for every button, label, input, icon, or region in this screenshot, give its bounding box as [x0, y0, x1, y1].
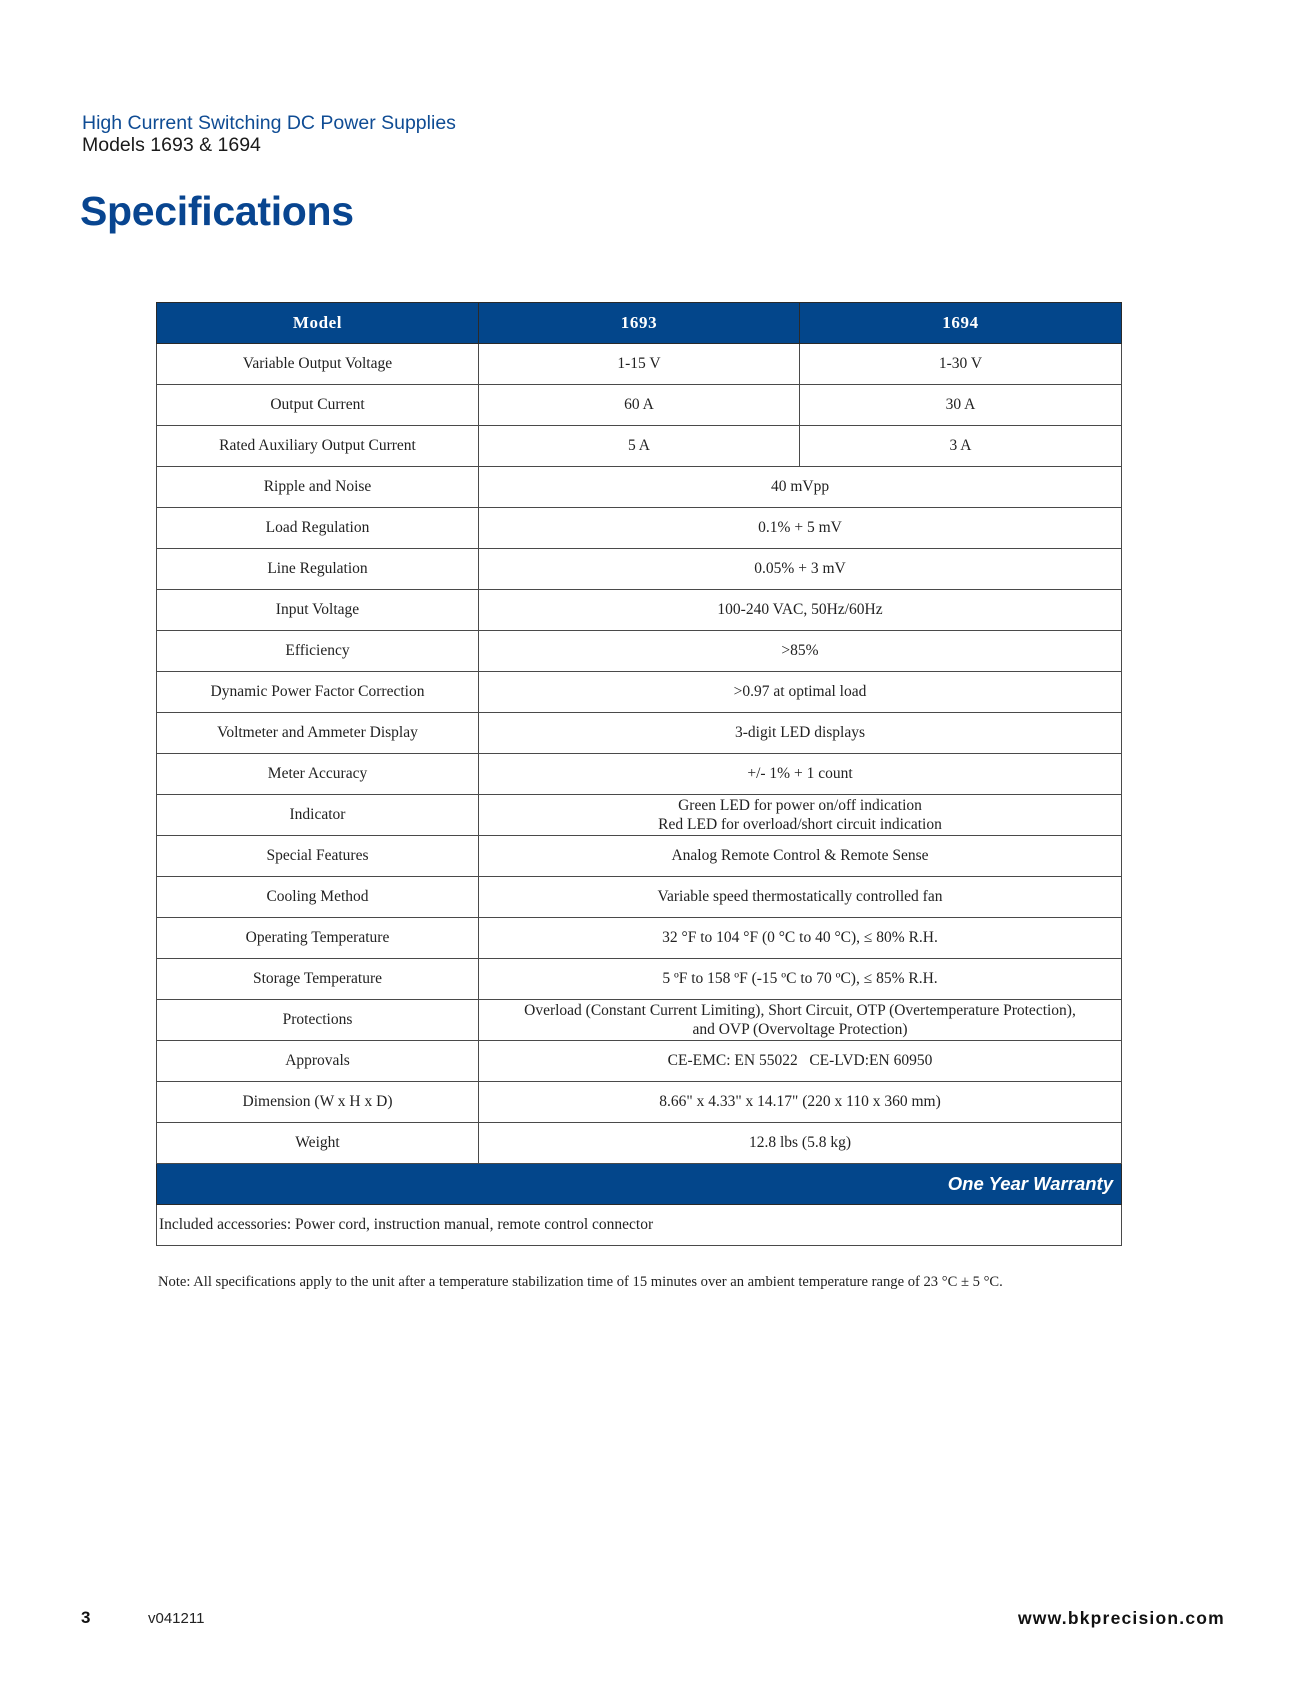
- spec-value-1694: 3 A: [800, 426, 1122, 467]
- spec-value-line: Overload (Constant Current Limiting), Short Circuit, OTP (Overtemperature Protection),: [524, 1002, 1076, 1019]
- table-row: [157, 836, 1122, 877]
- spec-value-line: Red LED for overload/short circuit indication: [658, 816, 942, 833]
- spec-value: 100-240 VAC, 50Hz/60Hz: [479, 590, 1122, 631]
- page-number: 3: [81, 1608, 91, 1627]
- spec-label: Operating Temperature: [157, 918, 479, 959]
- accessories-row: [157, 1205, 1122, 1246]
- column-header-model: Model: [157, 303, 479, 344]
- table-row: [157, 1000, 1122, 1041]
- spec-value-1693: 5 A: [479, 426, 800, 467]
- spec-label: Weight: [157, 1123, 479, 1164]
- table-row: [157, 631, 1122, 672]
- spec-value: +/- 1% + 1 count: [479, 754, 1122, 795]
- table-row: [157, 467, 1122, 508]
- table-row: [157, 959, 1122, 1000]
- spec-value: Variable speed thermostatically controlled fan: [479, 877, 1122, 918]
- website-link[interactable]: www.bkprecision.com: [1018, 1608, 1225, 1628]
- spec-label: Special Features: [157, 836, 479, 877]
- table-row: [157, 918, 1122, 959]
- included-accessories: Included accessories: Power cord, instruction manual, remote control connector: [157, 1205, 1122, 1246]
- spec-value-1694: 1-30 V: [800, 344, 1122, 385]
- table-row: [157, 672, 1122, 713]
- document-kicker: High Current Switching DC Power Supplies: [82, 112, 456, 134]
- warranty-row: [157, 1164, 1122, 1205]
- spec-label: Efficiency: [157, 631, 479, 672]
- spec-label: Rated Auxiliary Output Current: [157, 426, 479, 467]
- spec-label: Output Current: [157, 385, 479, 426]
- column-header-1694: 1694: [800, 303, 1122, 344]
- spec-value: 8.66" x 4.33" x 14.17" (220 x 110 x 360 mm): [479, 1082, 1122, 1123]
- spec-label: Variable Output Voltage: [157, 344, 479, 385]
- table-row: [157, 385, 1122, 426]
- page-title: Specifications: [80, 188, 354, 234]
- table-row: [157, 1123, 1122, 1164]
- spec-value: 12.8 lbs (5.8 kg): [479, 1123, 1122, 1164]
- table-row: [157, 1041, 1122, 1082]
- table-row: [157, 344, 1122, 385]
- table-row: [157, 754, 1122, 795]
- spec-label: Indicator: [157, 795, 479, 836]
- spec-value: 0.05% + 3 mV: [479, 549, 1122, 590]
- table-row: [157, 508, 1122, 549]
- spec-value: 0.1% + 5 mV: [479, 508, 1122, 549]
- spec-value-1694: 30 A: [800, 385, 1122, 426]
- spec-value-1693: 60 A: [479, 385, 800, 426]
- warranty-label: One Year Warranty: [157, 1164, 1122, 1205]
- spec-value: Analog Remote Control & Remote Sense: [479, 836, 1122, 877]
- spec-label: Storage Temperature: [157, 959, 479, 1000]
- spec-value: CE-EMC: EN 55022 CE-LVD:EN 60950: [479, 1041, 1122, 1082]
- spec-value-line: and OVP (Overvoltage Protection): [692, 1021, 908, 1038]
- table-row: [157, 877, 1122, 918]
- specifications-table: [156, 302, 1122, 1246]
- spec-label: Load Regulation: [157, 508, 479, 549]
- table-row: [157, 549, 1122, 590]
- spec-value-line: Green LED for power on/off indication: [678, 797, 922, 814]
- spec-label: Cooling Method: [157, 877, 479, 918]
- spec-label: Protections: [157, 1000, 479, 1041]
- spec-value: >85%: [479, 631, 1122, 672]
- spec-value: 40 mVpp: [479, 467, 1122, 508]
- spec-value: >0.97 at optimal load: [479, 672, 1122, 713]
- spec-value: 32 °F to 104 °F (0 °C to 40 °C), ≤ 80% R.H.: [479, 918, 1122, 959]
- models-subtitle: Models 1693 & 1694: [82, 134, 261, 156]
- table-row: [157, 1082, 1122, 1123]
- spec-label: Line Regulation: [157, 549, 479, 590]
- column-header-1693: 1693: [479, 303, 800, 344]
- spec-value: 3-digit LED displays: [479, 713, 1122, 754]
- spec-label: Approvals: [157, 1041, 479, 1082]
- spec-value: [479, 795, 1122, 836]
- spec-label: Dynamic Power Factor Correction: [157, 672, 479, 713]
- spec-value: 5 ºF to 158 ºF (-15 ºC to 70 ºC), ≤ 85% R.H.: [479, 959, 1122, 1000]
- table-row: [157, 795, 1122, 836]
- specifications-note: Note: All specifications apply to the unit after a temperature stabilization time of 15 minutes over an ambient temperature range of 23 °C ± 5 °C.: [158, 1274, 1003, 1290]
- spec-label: Meter Accuracy: [157, 754, 479, 795]
- spec-label: Voltmeter and Ammeter Display: [157, 713, 479, 754]
- document-version: v041211: [148, 1610, 205, 1627]
- spec-label: Dimension (W x H x D): [157, 1082, 479, 1123]
- spec-label: Input Voltage: [157, 590, 479, 631]
- spec-value: [479, 1000, 1122, 1041]
- spec-label: Ripple and Noise: [157, 467, 479, 508]
- table-row: [157, 590, 1122, 631]
- spec-value-1693: 1-15 V: [479, 344, 800, 385]
- table-row: [157, 713, 1122, 754]
- table-row: [157, 426, 1122, 467]
- table-header-row: [157, 303, 1122, 344]
